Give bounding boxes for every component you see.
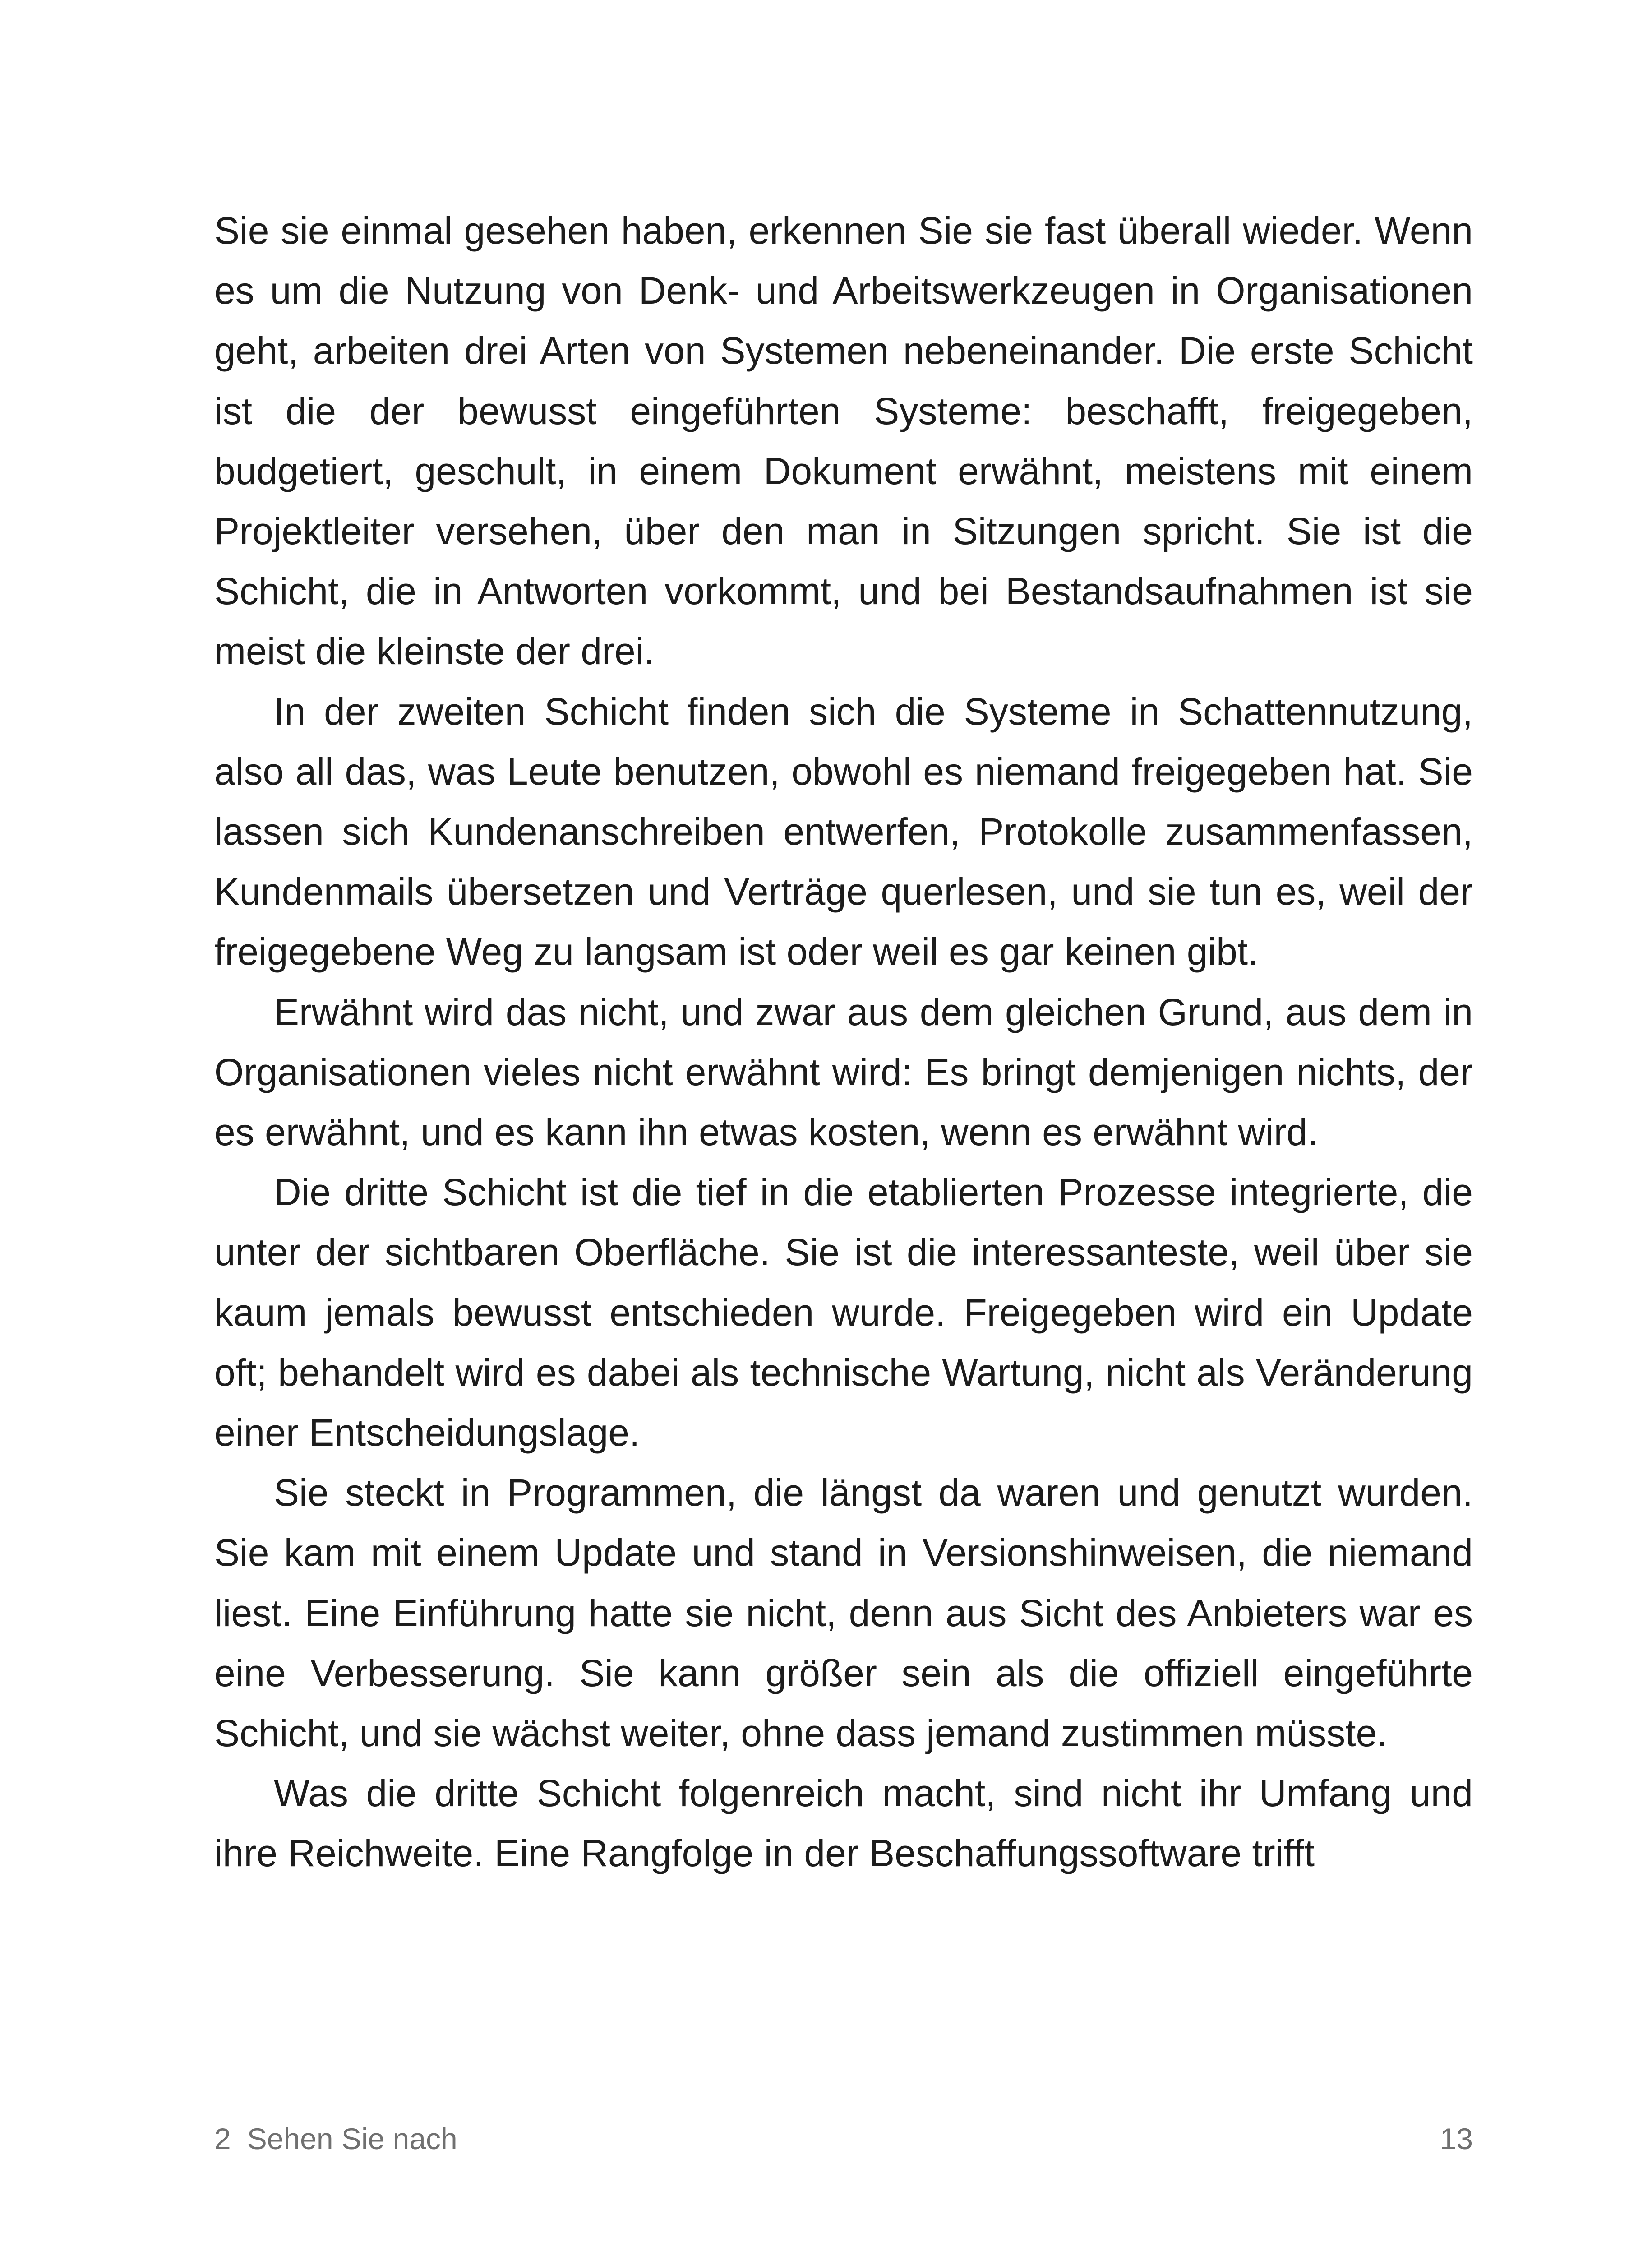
chapter-title: Sehen Sie nach [247,2122,457,2155]
paragraph-6: Was die dritte Schicht folgenreich macht, sind nicht ihr Umfang und ihre Reichweite. Eine Rangfolge in der Beschaffungssoftware trifft [214,1772,1473,1875]
paragraph-4: Die dritte Schicht ist die tief in die etablierten Prozesse integrierte, die unter der sichtbaren Oberfläche. Sie ist die interessanteste, weil über sie kaum jemals bewusst entschieden wurde. Freigegeben wird ein Update oft; behandelt wird es dabei als technische Wartung, nicht als Veränderung einer Entscheidungslage. [214,1171,1473,1454]
page-number: 13 [1440,2122,1473,2155]
chapter-number: 2 [214,2122,231,2155]
paragraph-1: Sie sie einmal gesehen haben, erkennen Sie sie fast überall wieder. Wenn es um die Nutzung von Denk- und Arbeitswerkzeugen in Organisationen geht, arbeiten drei Arten von Systemen nebeneinander. Die erste Schicht ist die der bewusst eingeführten Systeme: beschafft, freigegeben, budgetiert, geschult, in einem Dokument erwähnt, meistens mit einem Projektleiter versehen, über den man in Sitzungen spricht. Sie ist die Schicht, die in Antworten vorkommt, und bei Bestandsaufnahmen ist sie meist die kleinste der drei. [214,209,1473,673]
paragraph-3: Erwähnt wird das nicht, und zwar aus dem gleichen Grund, aus dem in Organisationen vieles nicht erwähnt wird: Es bringt demjenigen nichts, der es erwähnt, und es kann ihn etwas kosten, wenn es erwähnt wird. [214,990,1473,1154]
body-text [214,201,1473,1884]
running-footer [214,2121,457,2157]
paragraph-5: Sie steckt in Programmen, die längst da waren und genutzt wurden. Sie kam mit einem Update und stand in Versionshinweisen, die niemand liest. Eine Einführung hatte sie nicht, denn aus Sicht des Anbieters war es eine Verbesserung. Sie kann größer sein als die offiziell eingeführte Schicht, und sie wächst weiter, ohne dass jemand zustimmen müsste. [214,1471,1473,1755]
paragraph-2: In der zweiten Schicht finden sich die Systeme in Schattennutzung, also all das, was Leute benutzen, obwohl es niemand freigegeben hat. Sie lassen sich Kundenanschreiben entwerfen, Protokolle zusammenfassen, Kundenmails übersetzen und Verträge querlesen, und sie tun es, weil der freigegebene Weg zu langsam ist oder weil es gar keinen gibt. [214,690,1473,973]
